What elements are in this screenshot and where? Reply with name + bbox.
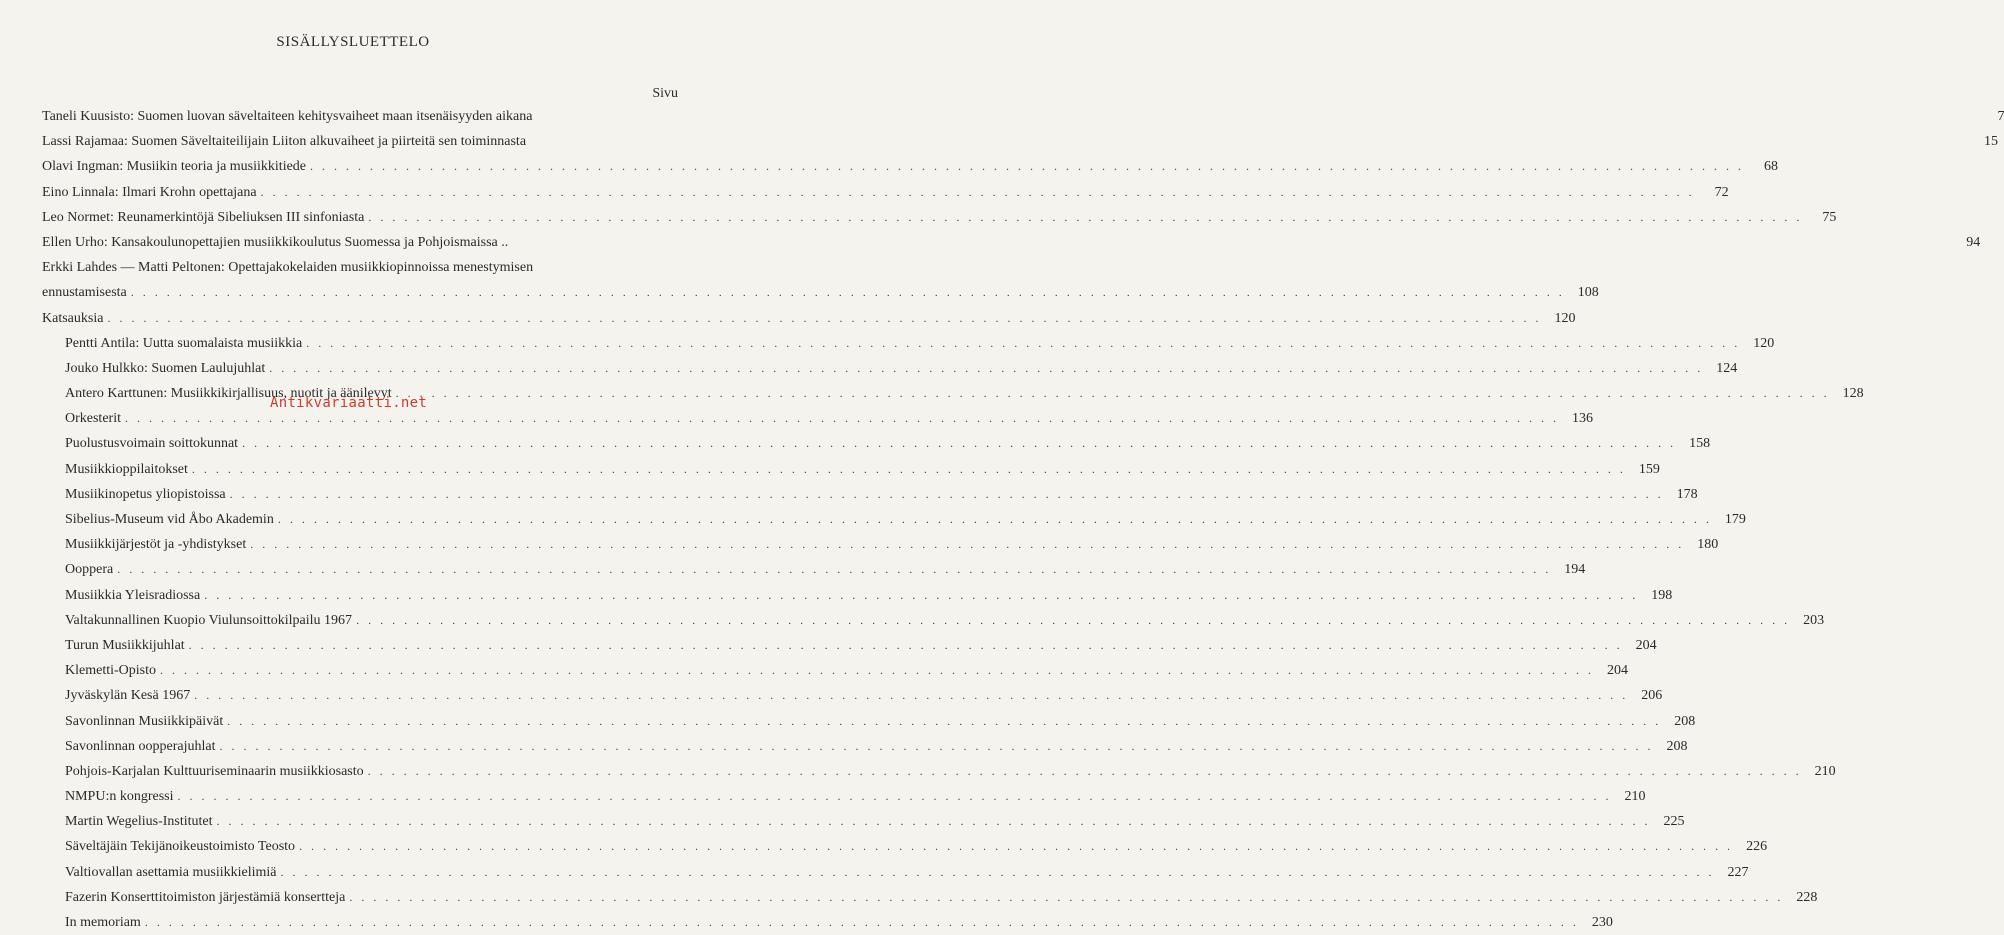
toc-entry-page: 198 [1651,587,1673,603]
toc-entry-title: Martin Wegelius-Institutet [65,814,213,830]
toc-entry-page: 210 [1814,763,1836,779]
dot-leader: . . . . . . . . . . . . . . . . . . . . . . . . . . . . . . . . . . . . . . . . . . . . . . . . . . . . . . . . . . . . . . . . . . . . . . . . . . . . . . . . . . . . . . . . . . . . . . . . . . . . . . . . . . . . . . . . . . . . . . . . [280,864,1715,879]
toc-entry [42,860,1749,885]
dot-leader: . . . . . . . . . . . . . . . . . . . . . . . . . . . . . . . . . . . . . . . . . . . . . . . . . . . . . . . . . . . . . . . . . . . . . . . . . . . . . . . . . . . . . . . . . . . . . . . . . . . . . . . . . . . . . . . . . . . . . . . . [160,663,1594,678]
toc-entry [42,306,1576,331]
toc-entry-page: 226 [1746,839,1768,855]
toc-entry-title: Ooppera [65,562,114,578]
toc-entry-page: 128 [1842,386,1864,402]
toc-entry-page: 124 [1716,360,1738,376]
dot-leader: . . . . . . . . . . . . . . . . . . . . . . . . . . . . . . . . . . . . . . . . . . . . . . . . . . . . . . . . . . . . . . . . . . . . . . . . . . . . . . . . . . . . . . . . . . . . . . . . . . . . . . . . . . . . . . . . . . . . . . . . [107,310,1542,325]
toc-entry [42,507,1746,532]
toc-entry-page: 68 [1764,159,1779,175]
toc-entry-title: Antero Karttunen: Musiikkikirjallisuus, nuotit ja äänilevyt [65,386,392,402]
toc-entry [42,104,2004,129]
toc-entry-title: Turun Musiikkijuhlat [65,637,185,653]
dot-leader: . . . . . . . . . . . . . . . . . . . . . . . . . . . . . . . . . . . . . . . . . . . . . . . . . . . . . . . . . . . . . . . . . . . . . . . . . . . . . . . . . . . . . . . . . . . . . . . . . . . . . . . . . . . . . . . . . . . . . . . . [277,512,1712,526]
toc-entry [42,583,1673,608]
toc-entry-page: 230 [1591,915,1613,930]
toc-entry [42,180,1729,205]
toc-entry [42,532,1719,557]
toc-entry [42,557,1586,582]
toc-entry-title: Erkki Lahdes — Matti Peltonen: Opettajakokelaiden musiikkiopinnoissa menestymisen [42,260,534,276]
toc-entry-title: NMPU:n kongressi [65,789,174,805]
toc-entry-title: In memoriam [65,915,141,930]
toc-entry-continuation [42,280,1599,305]
dot-leader: . . . . . . . . . . . . . . . . . . . . . . . . . . . . . . . . . . . . . . . . . . . . . . . . . . . . . . . . . . . . . . . . . . . . . . . . . . . . . . . . . . . . . . . . . . . . . . . . . . . . . . . . . . . . . . . . . . . . . . . . [177,789,1612,804]
toc-entry [42,885,1818,910]
toc-entry-title: Savonlinnan Musiikkipäivät [65,713,224,729]
toc-entry [42,910,1613,935]
toc-entry-title: Lassi Rajamaa: Suomen Säveltaiteilijain Liiton alkuvaiheet ja piirteitä sen toiminnasta [42,134,527,150]
toc-entry [42,658,1628,683]
toc-entry [42,331,1775,356]
toc-entry-page: 228 [1796,889,1818,905]
toc-entry [42,633,1657,658]
toc-entry-title: Taneli Kuusisto: Suomen luovan säveltaiteen kehitysvaiheet maan itsenäisyyden aikana [42,109,533,124]
toc-entry [42,129,1999,154]
toc-entry-page: 15 [1984,134,1999,150]
toc-entry [42,255,1599,305]
page-column-label: Sivu [652,86,678,101]
toc-entry-page: 158 [1689,436,1711,452]
toc-entry-title: Puolustusvoimain soittokunnat [65,436,239,452]
toc-entry-page: 7 [1997,109,2004,124]
watermark: Antikvariaatti.net [270,395,428,411]
page-title: SISÄLLYSLUETTELO [276,34,430,50]
toc-entry-title: Säveltäjäin Tekijänoikeustoimisto Teosto [65,839,296,855]
toc-entry-title: Olavi Ingman: Musiikin teoria ja musiikkitiede [42,159,307,175]
toc-entry-title: Eino Linnala: Ilmari Krohn opettajana [42,184,257,200]
dot-leader: . . . . . . . . . . . . . . . . . . . . . . . . . . . . . . . . . . . . . . . . . . . . . . . . . . . . . . . . . . . . . . . . . . . . . . . . . . . . . . . . . . . . . . . . . . . . . . . . . . . . . . . . . . . . . . . . . . . . . . . . [349,889,1784,904]
toc-entry-title: Savonlinnan oopperajuhlat [65,738,216,754]
toc-entry-title: Pentti Antila: Uutta suomalaista musiikkia [65,335,303,351]
toc-entry-title: Musiikkia Yleisradiossa [65,587,201,603]
toc-entry-title: Valtakunnallinen Kuopio Viulunsoittokilpailu 1967 [65,612,353,628]
dot-leader: . . . . . . . . . . . . . . . . . . . . . . . . . . . . . . . . . . . . . . . . . . . . . . . . . . . . . . . . . . . . . . . . . . . . . . . . . . . . . . . . . . . . . . . . . . . . . . . . . . . . . . . . . . . . . . . . . . . . . . . . [191,461,1626,476]
toc-entry-page: 204 [1607,663,1628,679]
toc-entry-page: 120 [1554,310,1576,326]
toc-entry [42,834,1768,859]
toc-entry [42,205,1837,230]
toc-entry-page: 203 [1803,612,1825,628]
toc-entry-page: 227 [1727,864,1749,880]
toc-entry-title: Ellen Urho: Kansakoulunopettajien musiikkikoulutus Suomessa ja Pohjoismaissa .. [42,234,509,250]
dot-leader: . . . . . . . . . . . . . . . . . . . . . . . . . . . . . . . . . . . . . . . . . . . . . . . . . . . . . . . . . . . . . . . . . . . . . . . . . . . . . . . . . . . . . . . . . . . . . . . . . . . . . . . . . . . . . . . . . . . . . . . . [117,562,1552,577]
toc-entry [42,608,1825,633]
toc-entry-title: Fazerin Konserttitoimiston järjestämiä konsertteja [65,889,346,905]
dot-leader: . . . . . . . . . . . . . . . . . . . . . . . . . . . . . . . . . . . . . . . . . . . . . . . . . . . . . . . . . . . . . . . . . . . . . . . . . . . . . . . . . . . . . . . . . . . . . . . . . . . . . . . . . . . . . . . . . . . . . . . . [367,763,1802,778]
toc-entry-page: 206 [1641,688,1663,704]
dot-leader: . . . . . . . . . . . . . . . . . . . . . . . . . . . . . . . . . . . . . . . . . . . . . . . . . . . . . . . . . . . . . . . . . . . . . . . . . . . . . . . . . . . . . . . . . . . . . . . . . . . . . . . . . . . . . . . . . . . . . . . . [144,915,1579,929]
toc-entry [42,431,1711,456]
toc-entry [42,356,1738,381]
dot-leader: . . . . . . . . . . . . . . . . . . . . . . . . . . . . . . . . . . . . . . . . . . . . . . . . . . . . . . . . . . . . . . . . . . . . . . . . . . . . . . . . . . . . . . . . . . . . . . . . . . . . . . . . . . . . . . . . . . . . . . . . [227,713,1662,728]
toc-entry-page: 208 [1666,738,1688,754]
dot-leader: . . . . . . . . . . . . . . . . . . . . . . . . . . . . . . . . . . . . . . . . . . . . . . . . . . . . . . . . . . . . . . . . . . . . . . . . . . . . . . . . . . . . . . . . . . . . . . . . . . . . . . . . . . . . . . . . . . . . . . . . [188,637,1623,652]
dot-leader: . . . . . . . . . . . . . . . . . . . . . . . . . . . . . . . . . . . . . . . . . . . . . . . . . . . . . . . . . . . . . . . . . . . . . . . . . . . . . . . . . . . . . . . . . . . . . . . . . . . . . . . . . . . . . . . . . . . . . . . . [356,612,1791,627]
toc-entry [42,457,1660,482]
dot-leader: . . . . . . . . . . . . . . . . . . . . . . . . . . . . . . . . . . . . . . . . . . . . . . . . . . . . . . . . . . . . . . . . . . . . . . . . . . . . . . . . . . . . . . . . . . . . . . . . . . . . . . . . . . . . . . . . . . . . . . . . [368,209,1803,224]
dot-leader: . . . . . . . . . . . . . . . . . . . . . . . . . . . . . . . . . . . . . . . . . . . . . . . . . . . . . . . . . . . . . . . . . . . . . . . . . . . . . . . . . . . . . . . . . . . . . . . . . . . . . . . . . . . . . . . . . . . . . . . . [130,285,1565,300]
dot-leader: . . . . . . . . . . . . . . . . . . . . . . . . . . . . . . . . . . . . . . . . . . . . . . . . . . . . . . . . . . . . . . . . . . . . . . . . . . . . . . . . . . . . . . . . . . . . . . . . . . . . . . . . . . . . . . . . . . . . . . . . [204,587,1639,602]
toc-entry [42,784,1646,809]
toc-entry-page: 159 [1638,461,1660,477]
toc-list [42,104,2004,935]
toc-entry-page: 225 [1663,814,1685,830]
toc-entry-title: Valtiovallan asettamia musiikkielimiä [65,864,277,880]
dot-leader: . . . . . . . . . . . . . . . . . . . . . . . . . . . . . . . . . . . . . . . . . . . . . . . . . . . . . . . . . . . . . . . . . . . . . . . . . . . . . . . . . . . . . . . . . . . . . . . . . . . . . . . . . . . . . . . . . . . . . . . . [395,386,1830,401]
toc-entry [42,154,1779,179]
toc-entry-title: Jouko Hulkko: Suomen Laulujuhlat [65,360,266,376]
toc-entry-page: 210 [1624,789,1646,805]
toc-entry [42,734,1688,759]
toc-entry-page: 208 [1674,713,1696,729]
toc-entry-title-continued: ennustamisesta [42,285,127,301]
dot-leader: . . . . . . . . . . . . . . . . . . . . . . . . . . . . . . . . . . . . . . . . . . . . . . . . . . . . . . . . . . . . . . . . . . . . . . . . . . . . . . . . . . . . . . . . . . . . . . . . . . . . . . . . . . . . . . . . . . . . . . . . [306,335,1741,350]
toc-entry-page: 136 [1571,411,1593,427]
dot-leader: . . . . . . . . . . . . . . . . . . . . . . . . . . . . . . . . . . . . . . . . . . . . . . . . . . . . . . . . . . . . . . . . . . . . . . . . . . . . . . . . . . . . . . . . . . . . . . . . . . . . . . . . . . . . . . . . . . . . . . . . [269,360,1704,375]
toc-entry-title: Orkesterit [65,411,121,427]
toc-entry-title: Musiikkioppilaitokset [65,461,188,477]
toc-entry-page: 94 [1966,234,1981,250]
dot-leader: . . . . . . . . . . . . . . . . . . . . . . . . . . . . . . . . . . . . . . . . . . . . . . . . . . . . . . . . . . . . . . . . . . . . . . . . . . . . . . . . . . . . . . . . . . . . . . . . . . . . . . . . . . . . . . . . . . . . . . . . [216,814,1651,829]
toc-entry-title: Sibelius-Museum vid Åbo Akademin [65,512,274,527]
dot-leader: . . . . . . . . . . . . . . . . . . . . . . . . . . . . . . . . . . . . . . . . . . . . . . . . . . . . . . . . . . . . . . . . . . . . . . . . . . . . . . . . . . . . . . . . . . . . . . . . . . . . . . . . . . . . . . . . . . . . . . . . [299,839,1734,854]
toc-entry-title: Musiikinopetus yliopistoissa [65,486,226,502]
dot-leader: . . . . . . . . . . . . . . . . . . . . . . . . . . . . . . . . . . . . . . . . . . . . . . . . . . . . . . . . . . . . . . . . . . . . . . . . . . . . . . . . . . . . . . . . . . . . . . . . . . . . . . . . . . . . . . . . . . . . . . . . [260,184,1695,199]
toc-entry [42,230,1981,255]
toc-entry-page: 178 [1676,486,1698,502]
toc-entry-title: Klemetti-Opisto [65,663,156,679]
dot-leader: . . . . . . . . . . . . . . . . . . . . . . . . . . . . . . . . . . . . . . . . . . . . . . . . . . . . . . . . . . . . . . . . . . . . . . . . . . . . . . . . . . . . . . . . . . . . . . . . . . . . . . . . . . . . . . . . . . . . . . . . [229,486,1664,501]
dot-leader: . . . . . . . . . . . . . . . . . . . . . . . . . . . . . . . . . . . . . . . . . . . . . . . . . . . . . . . . . . . . . . . . . . . . . . . . . . . . . . . . . . . . . . . . . . . . . . . . . . . . . . . . . . . . . . . . . . . . . . . . [310,159,1745,174]
toc-entry [42,759,1836,784]
toc-entry-page: 180 [1697,537,1719,553]
toc-entry-page: 194 [1564,562,1586,578]
dot-leader: . . . . . . . . . . . . . . . . . . . . . . . . . . . . . . . . . . . . . . . . . . . . . . . . . . . . . . . . . . . . . . . . . . . . . . . . . . . . . . . . . . . . . . . . . . . . . . . . . . . . . . . . . . . . . . . . . . . . . . . . [124,411,1559,426]
toc-entry-title: Katsauksia [42,310,104,326]
toc-entry-title: Pohjois-Karjalan Kulttuuriseminaarin musiikkiosasto [65,763,364,779]
toc-entry [42,809,1685,834]
toc-entry-title: Leo Normet: Reunamerkintöjä Sibeliuksen III sinfoniasta [42,209,365,225]
toc-entry-page: 75 [1822,209,1837,225]
toc-entry [42,709,1696,734]
toc-entry-page: 179 [1724,512,1746,527]
toc-entry-title: Jyväskylän Kesä 1967 [65,688,191,704]
dot-leader: . . . . . . . . . . . . . . . . . . . . . . . . . . . . . . . . . . . . . . . . . . . . . . . . . . . . . . . . . . . . . . . . . . . . . . . . . . . . . . . . . . . . . . . . . . . . . . . . . . . . . . . . . . . . . . . . . . . . . . . . [250,537,1685,552]
toc-entry-page: 108 [1577,285,1599,301]
toc-entry-page: 204 [1635,637,1657,653]
toc-entry-title: Musiikkijärjestöt ja -yhdistykset [65,537,247,553]
toc-entry [42,482,1698,507]
dot-leader: . . . . . . . . . . . . . . . . . . . . . . . . . . . . . . . . . . . . . . . . . . . . . . . . . . . . . . . . . . . . . . . . . . . . . . . . . . . . . . . . . . . . . . . . . . . . . . . . . . . . . . . . . . . . . . . . . . . . . . . . [219,738,1654,753]
toc-entry [42,683,1663,708]
toc-entry-page: 72 [1714,184,1729,200]
dot-leader: . . . . . . . . . . . . . . . . . . . . . . . . . . . . . . . . . . . . . . . . . . . . . . . . . . . . . . . . . . . . . . . . . . . . . . . . . . . . . . . . . . . . . . . . . . . . . . . . . . . . . . . . . . . . . . . . . . . . . . . . [242,436,1677,451]
toc-entry-page: 120 [1753,335,1775,351]
dot-leader: . . . . . . . . . . . . . . . . . . . . . . . . . . . . . . . . . . . . . . . . . . . . . . . . . . . . . . . . . . . . . . . . . . . . . . . . . . . . . . . . . . . . . . . . . . . . . . . . . . . . . . . . . . . . . . . . . . . . . . . . [194,688,1629,703]
